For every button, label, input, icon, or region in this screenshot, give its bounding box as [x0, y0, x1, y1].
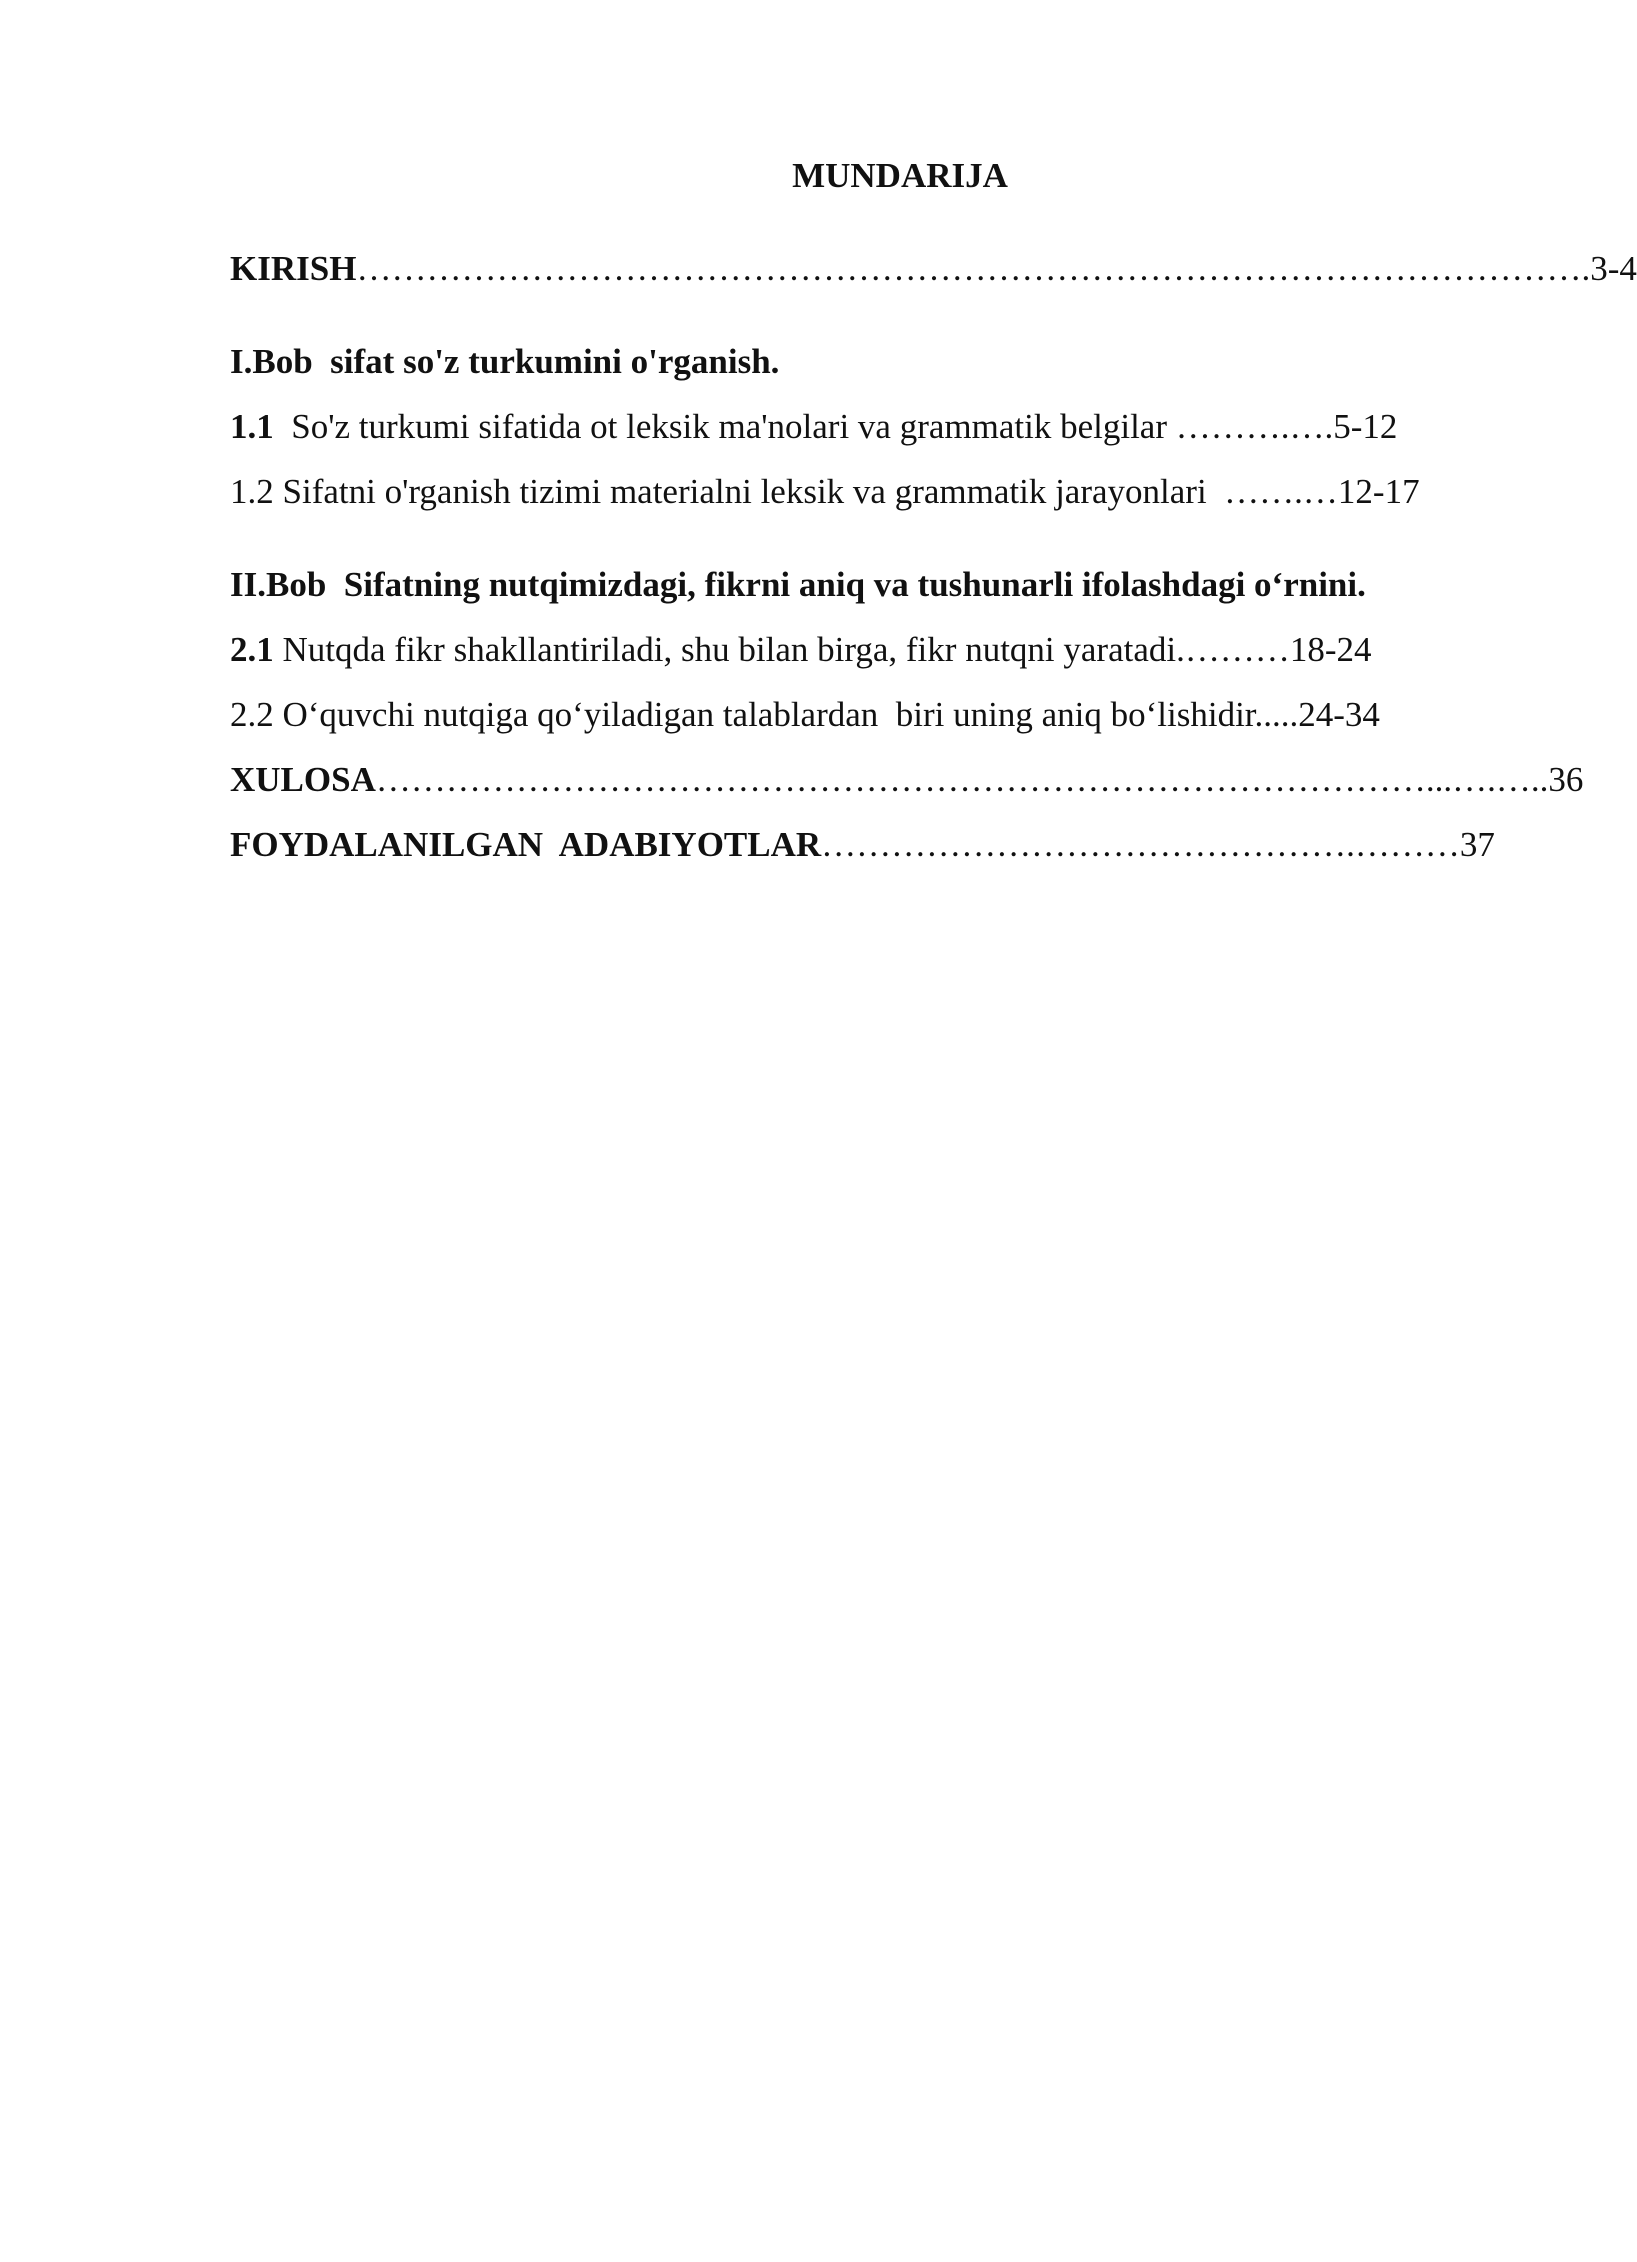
- toc-entry-text: 2.2 O‘quvchi nutqiga qo‘yiladigan talablardan biri uning aniq bo‘lishidir: [230, 695, 1255, 734]
- toc-entry-label: KIRISH: [230, 249, 357, 288]
- toc-entry-2-2: [230, 682, 1570, 747]
- toc-page-number: 5-12: [1333, 407, 1398, 446]
- toc-entry-text: Nutqda fikr shakllantiriladi, shu bilan birga, fikr nutqni yaratadi.: [273, 630, 1185, 669]
- toc-entry-kirish: [230, 236, 1637, 301]
- toc-chapter-heading-2: II.Bob Sifatning nutqimizdagi, fikrni aniq va tushunarli ifolashdagi o‘rnini.: [230, 565, 1366, 604]
- toc-page-number: 37: [1459, 825, 1495, 864]
- toc-entry-text: 1.2 Sifatni o'rganish tizimi materialni leksik va grammatik jarayonlari: [230, 472, 1225, 511]
- table-of-contents: [230, 143, 1637, 877]
- toc-entry-label: FOYDALANILGAN ADABIYOTLAR: [230, 825, 822, 864]
- toc-entry-adabiyotlar: [230, 812, 1570, 877]
- toc-page-number: 12-17: [1337, 472, 1420, 511]
- toc-chapter-heading-1: I.Bob sifat so'z turkumini o'rganish.: [230, 342, 780, 381]
- toc-page-number: 36: [1548, 760, 1584, 799]
- toc-leader: ………………………………………………………………………………...….…..: [375, 760, 1549, 799]
- toc-entry-number: 2.1: [230, 630, 274, 669]
- toc-page-number: 3-4: [1590, 249, 1637, 288]
- toc-entry-label: XULOSA: [230, 760, 376, 799]
- toc-page-number: 24-34: [1298, 695, 1380, 734]
- page-title: MUNDARIJA: [792, 156, 1008, 195]
- toc-entry-1-2: [230, 459, 1570, 524]
- toc-leader: ……………………………………….………: [821, 825, 1460, 864]
- toc-leader: …….…: [1224, 472, 1338, 511]
- toc-leader: ………: [1184, 630, 1290, 669]
- toc-leader: …………………………………………………………………………………………….: [356, 249, 1591, 288]
- toc-leader: ……….….: [1175, 407, 1334, 446]
- toc-entry-1-1: [230, 394, 1570, 459]
- toc-entry-xulosa: [230, 747, 1584, 812]
- toc-page-number: 18-24: [1289, 630, 1372, 669]
- toc-entry-number: 1.1: [230, 407, 274, 446]
- toc-leader: .....: [1254, 695, 1299, 734]
- toc-entry-2-1: [230, 617, 1570, 682]
- toc-entry-text: So'z turkumi sifatida ot leksik ma'nolari va grammatik belgilar: [273, 407, 1176, 446]
